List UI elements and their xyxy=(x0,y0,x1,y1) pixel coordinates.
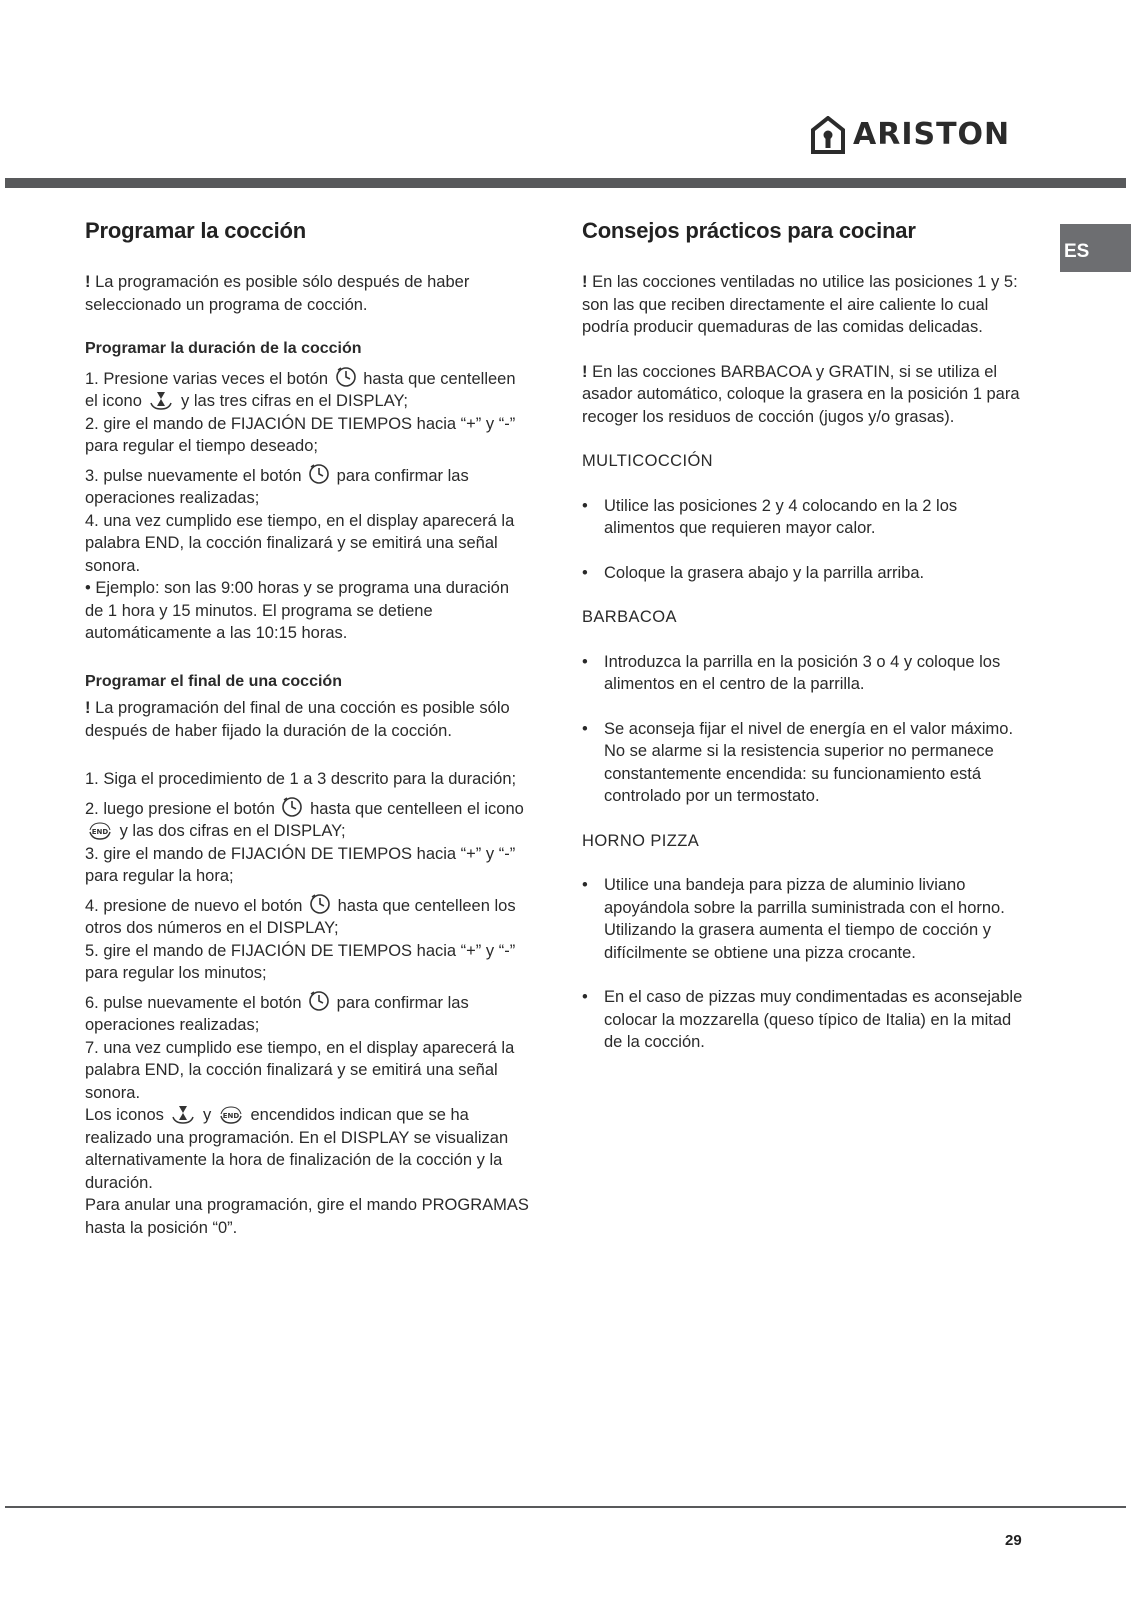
left-title: Programar la cocción xyxy=(85,218,306,243)
clock-button-icon xyxy=(335,366,357,388)
clock-button-icon xyxy=(309,893,331,915)
end-step-5: 5. gire el mando de FIJACIÓN DE TIEMPOS hacia “+” y “-” para regular los minutos; xyxy=(85,941,516,982)
list-item: • Coloque la grasera abajo y la parrilla arriba. xyxy=(582,562,1027,585)
clock-button-icon xyxy=(308,463,330,485)
hourglass-icon xyxy=(170,1104,196,1124)
brand-name: ARISTON xyxy=(853,117,1011,152)
heading-horno-pizza: HORNO PIZZA xyxy=(582,831,700,850)
end-step-4: 4. presione de nuevo el botón hasta que centelleen los otros dos números en el DISPLAY; xyxy=(85,893,530,940)
ariston-logo xyxy=(811,116,1010,154)
end-intro: ! La programación del final de una cocción es posible sólo después de haber fijado la duración de la cocción. xyxy=(85,699,510,740)
end-step-7: 7. una vez cumplido ese tiempo, en el display aparecerá la palabra END, la cocción finalizará y se emitirá una señal sonora. xyxy=(85,1038,515,1102)
duration-example: • Ejemplo: son las 9:00 horas y se programa una duración de 1 hora y 15 minutos. El programa se detiene automáticamente a las 10:15 horas. xyxy=(85,579,510,642)
end-icon xyxy=(218,1106,244,1124)
tip-ventilated: ! En las cocciones ventiladas no utilice las posiciones 1 y 5: son las que reciben directamente el aire caliente lo cual podría producir quemaduras de las comidas delicadas. xyxy=(582,273,1018,336)
svg-text:END: END xyxy=(222,1112,240,1120)
list-item: • Utilice las posiciones 2 y 4 colocando en la 2 los alimentos que requieren mayor calor. xyxy=(582,495,1027,540)
end-subtitle: Programar el final de una cocción xyxy=(85,672,342,690)
duration-step-1: 1. Presione varias veces el botón hasta que centelleen el icono y las tres cifras en el DISPLAY; xyxy=(85,366,530,413)
warning-mark: ! xyxy=(582,362,588,381)
duration-subtitle: Programar la duración de la cocción xyxy=(85,340,362,357)
language-tab: ES xyxy=(1060,224,1131,272)
barbacoa-list xyxy=(582,651,1027,808)
cancel-note: Para anular una programación, gire el mando PROGRAMAS hasta la posición “0”. xyxy=(85,1196,529,1237)
list-item: • Utilice una bandeja para pizza de aluminio liviano apoyándola sobre la parrilla suministrada con el horno. Utilizando la grasera aumenta el tiempo de cocción y difícilmente se obtiene una pizza crocante. xyxy=(582,874,1027,964)
hourglass-icon xyxy=(148,390,174,410)
left-column xyxy=(85,216,530,1239)
end-icon xyxy=(87,822,113,840)
svg-text:END: END xyxy=(91,828,109,836)
warning-mark: ! xyxy=(85,699,91,717)
warning-mark: ! xyxy=(85,273,91,291)
end-step-1: 1. Siga el procedimiento de 1 a 3 descrito para la duración; xyxy=(85,770,517,788)
end-step-2: 2. luego presione el botón hasta que centelleen el icono END y las dos cifras en el DISPLAY; xyxy=(85,796,530,843)
pizza-list xyxy=(582,874,1027,1054)
duration-step-3: 3. pulse nuevamente el botón para confirmar las operaciones realizadas; xyxy=(85,463,530,510)
heading-barbacoa: BARBACOA xyxy=(582,608,677,626)
house-logo-icon xyxy=(811,116,845,154)
duration-step-4: 4. una vez cumplido ese tiempo, en el display aparecerá la palabra END, la cocción finalizará y se emitirá una señal sonora. xyxy=(85,511,515,575)
clock-button-icon xyxy=(281,796,303,818)
right-title: Consejos prácticos para cocinar xyxy=(582,218,916,243)
page-number: 29 xyxy=(1005,1532,1022,1549)
heading-multicoccion: MULTICOCCIÓN xyxy=(582,452,713,470)
tip-barbecue-gratin: ! En las cocciones BARBACOA y GRATIN, si se utiliza el asador automático, coloque la grasera en la posición 1 para recoger los residuos de cocción (jugos y/o grasas). xyxy=(582,362,1020,426)
header-rule xyxy=(5,178,1126,188)
warning-mark: ! xyxy=(582,273,588,291)
list-item: • En el caso de pizzas muy condimentadas es aconsejable colocar la mozzarella (queso típico de Italia) en la mitad de la cocción. xyxy=(582,986,1027,1054)
footer-rule xyxy=(5,1506,1126,1508)
left-intro: ! La programación es posible sólo después de haber seleccionado un programa de cocción. xyxy=(85,273,470,314)
list-item: • Introduzca la parrilla en la posición 3 o 4 y coloque los alimentos en el centro de la parrilla. xyxy=(582,651,1027,696)
right-column xyxy=(582,216,1027,1076)
clock-button-icon xyxy=(308,990,330,1012)
end-step-6: 6. pulse nuevamente el botón para confirmar las operaciones realizadas; xyxy=(85,990,530,1037)
end-step-3: 3. gire el mando de FIJACIÓN DE TIEMPOS hacia “+” y “-” para regular la hora; xyxy=(85,844,516,885)
list-item: • Se aconseja fijar el nivel de energía en el valor máximo. No se alarme si la resistencia superior no permanece constantemente encendida: su funcionamiento está controlado por un termostato. xyxy=(582,718,1027,808)
duration-step-2: 2. gire el mando de FIJACIÓN DE TIEMPOS hacia “+” y “-” para regular el tiempo deseado; xyxy=(85,414,516,455)
multicoccion-list xyxy=(582,495,1027,585)
icons-note: Los iconos y END encendidos indican que se ha realizado una programación. En el DISPLAY se visualizan alternativamente la hora de finalización de la cocción y la duración. xyxy=(85,1106,509,1192)
